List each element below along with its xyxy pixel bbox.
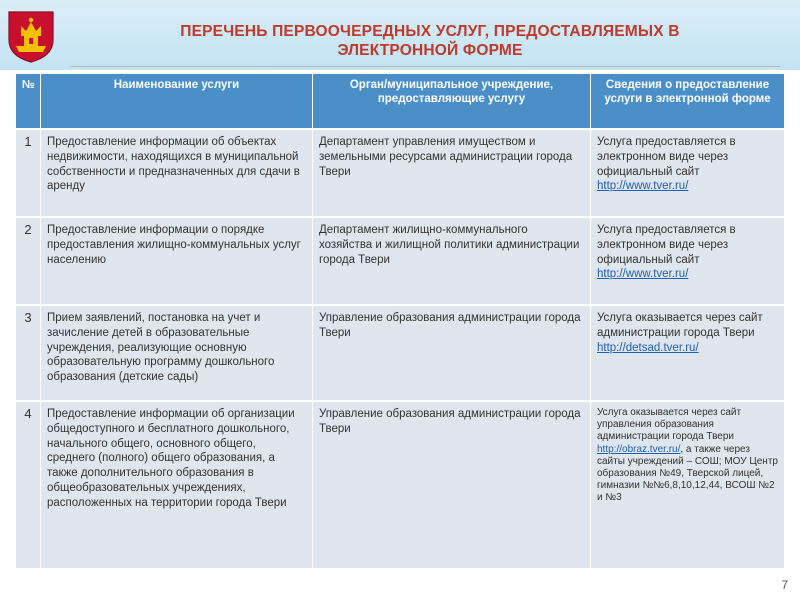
- service-info-cell: [591, 304, 784, 400]
- service-info: Услуга предоставляется в электронном виде через официальный сайт: [597, 224, 736, 266]
- header-service: Наименование услуги: [41, 74, 313, 128]
- agency-name: Управление образования администрации города Твери: [313, 400, 591, 568]
- agency-name: Департамент жилищно-коммунального хозяйства и жилищной политики администрации города Твери: [313, 216, 591, 304]
- header-num: №: [16, 74, 41, 128]
- service-name: Предоставление информации об организации общедоступного и бесплатного дошкольного, начального общего, основного общего, среднего (полного) общего образования, а также дополнительного образования в общеобразовательных учреждениях, расположенных на территории города Твери: [41, 400, 313, 568]
- header-info: Сведения о предоставление услуги в электронной форме: [591, 74, 784, 128]
- service-info-extra: , а также через сайты учреждений – СОШ; МОУ Центр образования №49, Тверской лицей, гимназии №№6,8,10,12,44, ВСОШ №2 и №3: [597, 443, 778, 504]
- title-line-2: ЭЛЕКТРОННОЙ ФОРМЕ: [337, 42, 523, 59]
- row-number: 3: [16, 304, 41, 400]
- table-row: [16, 216, 784, 304]
- service-info-cell: [591, 400, 784, 568]
- row-number: 4: [16, 400, 41, 568]
- table-row: [16, 304, 784, 400]
- page-title: [90, 22, 770, 60]
- service-info-cell: [591, 128, 784, 216]
- title-line-1: ПЕРЕЧЕНЬ ПЕРВООЧЕРЕДНЫХ УСЛУГ, ПРЕДОСТАВЛЯЕМЫХ В: [180, 23, 680, 40]
- service-info-cell: [591, 216, 784, 304]
- service-link[interactable]: http://obraz.tver.ru/: [597, 443, 681, 455]
- table-row: [16, 400, 784, 568]
- service-link[interactable]: http://www.tver.ru/: [597, 268, 689, 281]
- service-name: Предоставление информации об объектах недвижимости, находящихся в муниципальной собственности и предназначенных для сдачи в аренду: [41, 128, 313, 216]
- service-info: Услуга оказывается через сайт управления образования администрации города Твери: [597, 407, 742, 443]
- coat-of-arms-icon: [6, 10, 56, 64]
- service-info: Услуга предоставляется в электронном виде через официальный сайт: [597, 136, 736, 178]
- title-divider: [70, 66, 780, 67]
- table-row: [16, 128, 784, 216]
- row-number: 1: [16, 128, 41, 216]
- agency-name: Департамент управления имуществом и земельными ресурсами администрации города Твери: [313, 128, 591, 216]
- header-agency: Орган/муниципальное учреждение, предоставляющие услугу: [313, 74, 591, 128]
- service-link[interactable]: http://www.tver.ru/: [597, 180, 689, 193]
- service-name: Прием заявлений, постановка на учет и зачисление детей в образовательные учреждения, реализующие основную образовательную программу дошкольного образования (детские сады): [41, 304, 313, 400]
- agency-name: Управление образования администрации города Твери: [313, 304, 591, 400]
- row-number: 2: [16, 216, 41, 304]
- service-link[interactable]: http://detsad.tver.ru/: [597, 341, 699, 354]
- service-info: Услуга оказывается через сайт администрации города Твери: [597, 312, 763, 339]
- services-table: [16, 74, 784, 568]
- table-header-row: [16, 74, 784, 128]
- service-name: Предоставление информации о порядке предоставления жилищно-коммунальных услуг населению: [41, 216, 313, 304]
- page-number: 7: [781, 578, 788, 592]
